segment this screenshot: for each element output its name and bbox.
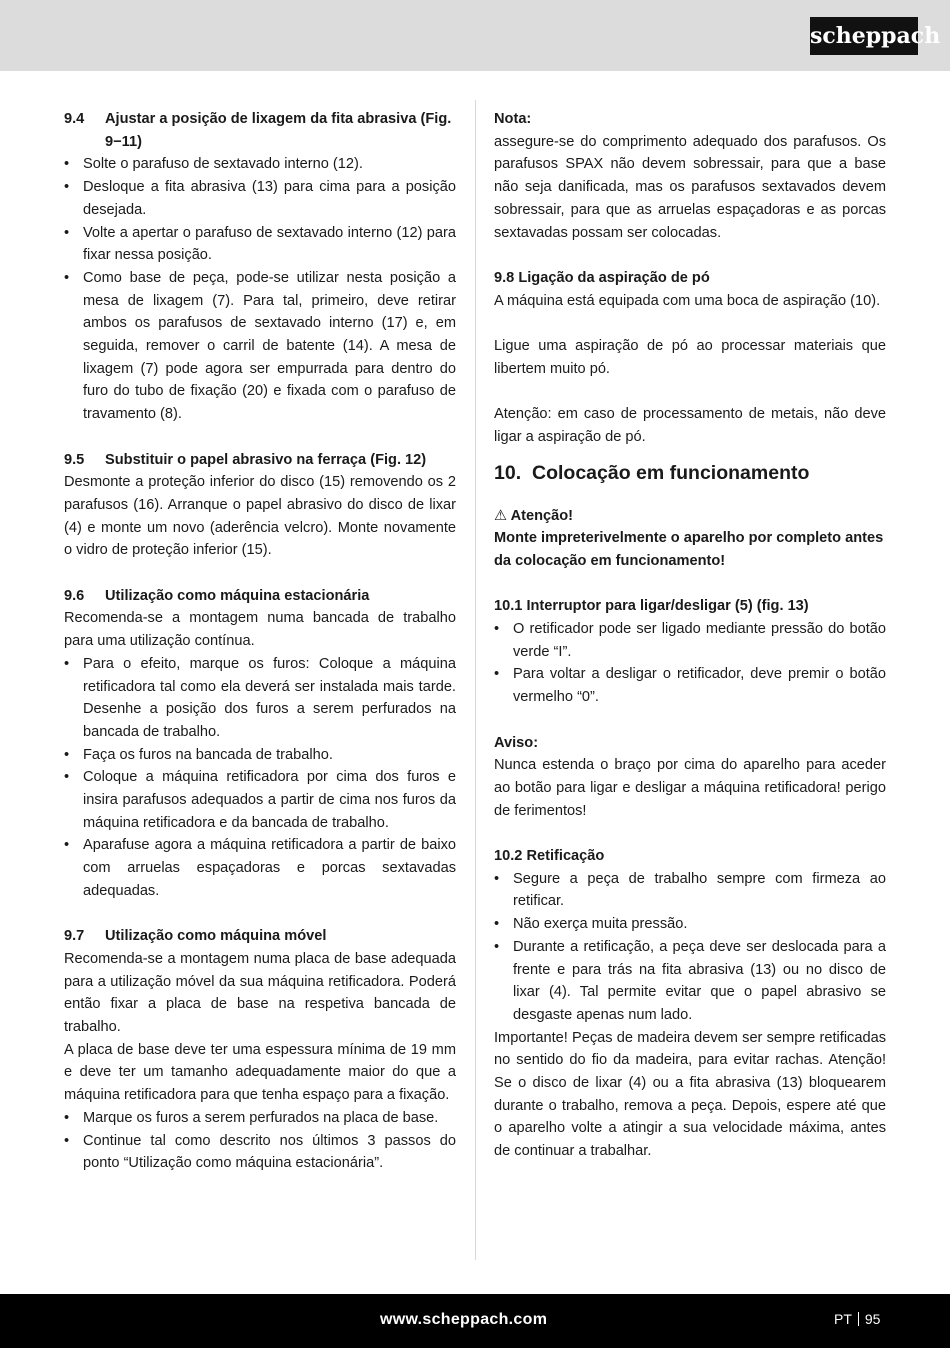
warning-icon: ⚠ [494, 507, 508, 524]
section-9-6-list [64, 653, 456, 903]
list-item: • Segure a peça de trabalho sempre com firmeza ao retificar. [494, 868, 886, 913]
section-title: Colocação em funcionamento [532, 461, 810, 484]
section-9-6-heading [64, 585, 456, 608]
section-9-4-list [64, 153, 456, 425]
section-title: Utilização como máquina móvel [105, 928, 327, 945]
paragraph: Ligue uma aspiração de pó ao processar materiais que libertem muito pó. [494, 338, 886, 377]
section-9-5-heading [64, 449, 456, 472]
list-item: • Volte a apertar o parafuso de sextavado interno (12) para fixar nessa posição. [64, 222, 456, 267]
warning-text: Monte impreterivelmente o aparelho por completo antes da colocação em funcionamento! [494, 530, 884, 569]
section-10-2-heading: 10.2 Retificação [494, 848, 605, 864]
section-9-7-heading [64, 925, 456, 948]
paragraph: Desmonte a proteção inferior do disco (15) removendo os 2 parafusos (16). Arranque o papel abrasivo do disco de lixar (4) e monte um novo (aderência velcro). Monte novamente o vidro de proteção inferior (15). [64, 474, 456, 559]
right-column [494, 108, 886, 1163]
section-title: Utilização como máquina estacionária [105, 587, 370, 604]
list-item: • Marque os furos a serem perfurados na placa de base. [64, 1107, 456, 1130]
left-column [64, 108, 456, 1175]
list-item: • Não exerça muita pressão. [494, 913, 886, 936]
notice-label: Aviso: [494, 734, 539, 751]
website-link[interactable]: www.scheppach.com [380, 1311, 548, 1328]
list-item: • O retificador pode ser ligado mediante pressão do botão verde “I”. [494, 618, 886, 663]
list-item: • Como base de peça, pode-se utilizar nesta posição a mesa de lixagem (7). Para tal, primeiro, deve retirar ambos os parafusos de sextavado interno (17) e, em seguida, remover o carril de batente (14). A mesa de lixagem (7) pode agora ser empurrada para dentro do furo do tubo de fixação (20) e fixada com o parafuso de travamento (8). [64, 267, 456, 426]
language-code: PT [834, 1311, 852, 1327]
warning-heading [494, 505, 886, 528]
list-item: • Coloque a máquina retificadora por cima dos furos e insira parafusos adequados a partir de cima nos furos da máquina retificadora e da bancada de trabalho. [64, 766, 456, 834]
section-number: 9.4 [64, 111, 85, 127]
scheppach-logo: scheppach [810, 17, 918, 55]
list-item: • Durante a retificação, a peça deve ser deslocada para a frente e para trás na fita abrasiva (13) ou no disco de lixar (4). Tal permite evitar que o papel abrasivo se desgaste apenas num lado. [494, 936, 886, 1027]
section-number: 9.6 [64, 587, 85, 604]
note-label: Nota: [494, 111, 532, 127]
section-9-4-heading [64, 108, 456, 153]
page-header [0, 0, 950, 71]
paragraph: A placa de base deve ter uma espessura mínima de 19 mm e deve ter um tamanho adequadamente maior do que a máquina retificadora para que tenha espaço para a fixação. [64, 1041, 456, 1104]
page-number-value: 95 [864, 1311, 881, 1327]
list-item: • Faça os furos na bancada de trabalho. [64, 744, 456, 767]
page-number [834, 1311, 880, 1327]
list-item: • Desloque a fita abrasiva (13) para cima para a posição desejada. [64, 176, 456, 221]
list-item: • Aparafuse agora a máquina retificadora a partir de baixo com arruelas espaçadoras e porcas sextavadas adequadas. [64, 834, 456, 902]
section-title: Substituir o papel abrasivo na ferraça (Fig. 12) [105, 451, 427, 468]
section-10-2-list [494, 868, 886, 1027]
list-item: • Continue tal como descrito nos últimos 3 passos do ponto “Utilização como máquina estacionária”. [64, 1130, 456, 1175]
paragraph: Atenção: em caso de processamento de metais, não deve ligar a aspiração de pó. [494, 406, 886, 445]
section-number: 9.5 [64, 451, 85, 468]
paragraph: Importante! Peças de madeira devem ser sempre retificadas no sentido do fio da madeira, para evitar rachas. Atenção! Se o disco de lixar (4) ou a fita abrasiva (13) bloquearem durante o trabalho, remova a peça. Depois, espere até que o aparelho volte a atingir a sua velocidade máxima, antes de continuar a trabalhar. [494, 1029, 886, 1160]
section-9-7-list [64, 1107, 456, 1175]
column-divider [475, 100, 476, 1260]
paragraph: Recomenda-se a montagem numa placa de base adequada para a utilização móvel da sua máquina retificadora. Poderá então fixar a placa de base na respetiva bancada de trabalho. [64, 950, 456, 1036]
notice-text: Nunca estenda o braço por cima do aparelho para aceder ao botão para ligar e desligar a máquina retificadora! perigo de ferimentos! [494, 757, 886, 819]
section-9-8-heading: 9.8 Ligação da aspiração de pó [494, 269, 710, 286]
section-title: Ajustar a posição de lixagem da fita abrasiva (Fig. 9−11) [105, 111, 452, 150]
section-10-1-list [494, 618, 886, 709]
paragraph: A máquina está equipada com uma boca de aspiração (10). [494, 292, 881, 309]
warning-label: Atenção! [510, 507, 574, 524]
section-number: 10. [494, 461, 522, 484]
note-text: assegure-se do comprimento adequado dos parafusos. Os parafusos SPAX não devem sobressair, para que a base não seja danificada, mas os parafusos sextavados devem sobressair, para que as arruelas espaçadoras e as porcas sextavadas possam ser colocadas. [494, 133, 886, 241]
page-footer [0, 1294, 950, 1348]
section-number: 9.7 [64, 928, 85, 945]
list-item: • Para voltar a desligar o retificador, deve premir o botão vermelho “0”. [494, 663, 886, 708]
paragraph: Recomenda-se a montagem numa bancada de trabalho para uma utilização contínua. [64, 610, 456, 650]
section-10-1-heading: 10.1 Interruptor para ligar/desligar (5) (fig. 13) [494, 598, 809, 615]
list-item: • Solte o parafuso de sextavado interno (12). [64, 153, 456, 176]
section-10-heading [494, 461, 886, 485]
separator [858, 1312, 859, 1326]
list-item: • Para o efeito, marque os furos: Coloque a máquina retificadora tal como ela deverá ser instalada mais tarde. Desenhe a posição dos furos a serem perfurados na bancada de trabalho. [64, 653, 456, 744]
